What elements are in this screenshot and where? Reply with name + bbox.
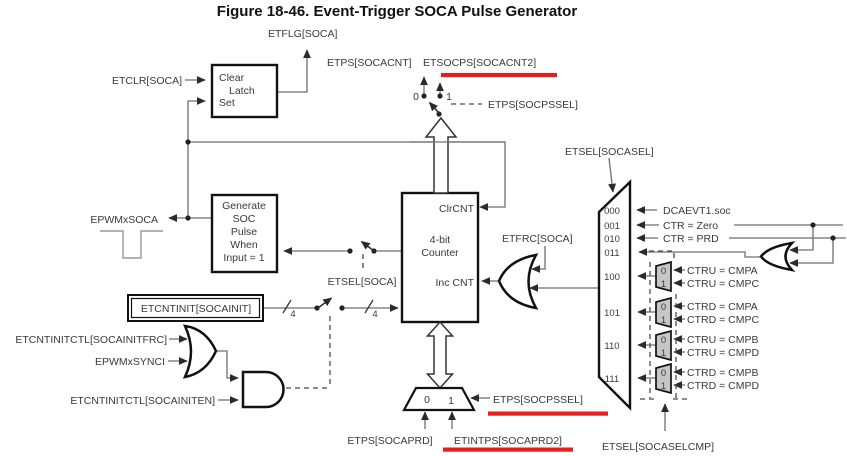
cmp-mux-3 (656, 331, 671, 360)
generate-line2: SOC (232, 213, 256, 225)
cmp-mux-2-bit0: 0 (660, 302, 667, 313)
cmp2-in0-label: CTRD = CMPA (687, 301, 758, 313)
etclr-soca-label: ETCLR[SOCA] (111, 75, 182, 87)
generate-line4: When (230, 239, 258, 251)
mux-code-110: 110 (604, 341, 620, 352)
zero-prd-or-gate-icon (761, 243, 792, 270)
epwmx-synci-label: EPWMxSYNCI (94, 356, 165, 368)
prescale-period-mux (404, 388, 474, 410)
event-select-mux (599, 182, 630, 408)
ctr-zero-label: CTR = Zero (663, 220, 719, 232)
inc-cnt-or-gate-icon (499, 255, 536, 308)
cmp-mux-1-bit0: 0 (660, 266, 667, 277)
cmp3-in0-label: CTRU = CMPB (687, 334, 759, 346)
count-register-switch (421, 93, 442, 116)
generate-line1: Generate (222, 200, 266, 212)
etps-socacnt-label: ETPS[SOCACNT] (327, 57, 412, 69)
cmp1-in1-label: CTRU = CMPC (687, 278, 760, 290)
prescale-mux-bit1: 1 (448, 395, 454, 407)
etps-socaprd-label: ETPS[SOCAPRD] (347, 435, 433, 447)
etsel-soca-switch (347, 242, 376, 254)
etps-socpssel-top-label: ETPS[SOCPSSEL] (488, 99, 578, 111)
etcntinit-block (128, 295, 263, 321)
cmp4-in1-label: CTRD = CMPD (687, 380, 760, 392)
latch-set-label: Set (219, 97, 235, 109)
counter-inccnt-label: Inc CNT (435, 277, 474, 289)
etps-socpssel-bottom-label: ETPS[SOCPSSEL] (493, 394, 583, 406)
etsel-soca-label: ETSEL[SOCA] (327, 276, 397, 288)
bus-width-4a: 4 (290, 309, 296, 320)
generate-line5: Input = 1 (223, 252, 265, 264)
prescale-mux-bit0: 0 (424, 394, 430, 406)
generate-line3: Pulse (230, 226, 258, 238)
cmp-mux-1-bit1: 1 (660, 279, 667, 290)
mux-code-001: 001 (604, 221, 620, 232)
highlight-underline-socacnt2 (441, 73, 557, 77)
soca-pulse-waveform-icon (100, 231, 163, 258)
mux-code-000: 000 (604, 206, 620, 217)
init-and-gate-icon (243, 372, 284, 407)
mux-code-100: 100 (604, 272, 620, 283)
etintps-socaprd2-label: ETINTPS[SOCAPRD2] (454, 435, 562, 447)
etcntinitctl-socainitfrc-label: ETCNTINITCTL[SOCAINITFRC] (15, 334, 167, 346)
cmp3-in1-label: CTRU = CMPD (687, 347, 760, 359)
counter-compare-double-arrow-icon (428, 322, 453, 388)
cmp-mux-2 (656, 298, 671, 327)
cmp-mux-3-bit1: 1 (660, 348, 667, 359)
mux-code-111: 111 (604, 374, 620, 385)
bus-width-4b: 4 (372, 309, 378, 320)
cmp-mux-2-bit1: 1 (660, 315, 667, 326)
dcaevt1-soc-label: DCAEVT1.soc (663, 205, 731, 217)
cmp-mux-4-bit0: 0 (660, 368, 667, 379)
etfrc-soca-label: ETFRC[SOCA] (502, 233, 573, 245)
latch-clear-label: Clear (219, 72, 245, 84)
etcntinitctl-socainiten-label: ETCNTINITCTL[SOCAINITEN] (70, 395, 215, 407)
cmp1-in0-label: CTRU = CMPA (687, 265, 758, 277)
etflg-soca-label: ETFLG[SOCA] (268, 28, 338, 40)
cmp-mux-4 (656, 364, 671, 393)
cmp-mux-1 (656, 262, 671, 291)
init-or-gate-icon (185, 326, 216, 377)
ctr-prd-label: CTR = PRD (663, 233, 719, 245)
cmp2-in1-label: CTRD = CMPC (687, 314, 760, 326)
highlight-underline-socpssel (488, 412, 608, 416)
cmp-mux-4-bit1: 1 (660, 381, 667, 392)
highlight-underline-socaprd2 (443, 448, 573, 452)
etsel-socaselcmp-label: ETSEL[SOCASELCMP] (601, 441, 715, 453)
figure-title: Figure 18-46. Event-Trigger SOCA Pulse Generator (216, 3, 578, 20)
counter-4bit-label: 4-bit (429, 234, 451, 246)
mux-code-010: 010 (604, 234, 620, 245)
counter-up-arrow-icon (426, 118, 456, 193)
mux-code-011: 011 (604, 248, 620, 259)
etcntinit-label: ETCNTINIT[SOCAINIT] (140, 303, 252, 315)
cmp-mux-3-bit0: 0 (660, 335, 667, 346)
etsocps-socacnt2-label: ETSOCPS[SOCACNT2] (423, 57, 537, 69)
mux-code-101: 101 (604, 308, 620, 319)
latch-block (212, 65, 277, 117)
counter-counter-label: Counter (421, 247, 459, 259)
cmp4-in0-label: CTRD = CMPB (687, 367, 759, 379)
counter-block (402, 193, 478, 322)
generate-soc-pulse-block (212, 195, 277, 272)
epwmx-soca-label: EPWMxSOCA (90, 214, 158, 226)
count-switch-bit0: 0 (413, 91, 419, 103)
counter-clrcnt-label: ClrCNT (439, 203, 474, 215)
latch-latch-label: Latch (229, 85, 255, 97)
init-load-switch (314, 298, 344, 311)
etsel-socasel-label: ETSEL[SOCASEL] (565, 146, 654, 158)
count-switch-bit1: 1 (446, 91, 452, 103)
